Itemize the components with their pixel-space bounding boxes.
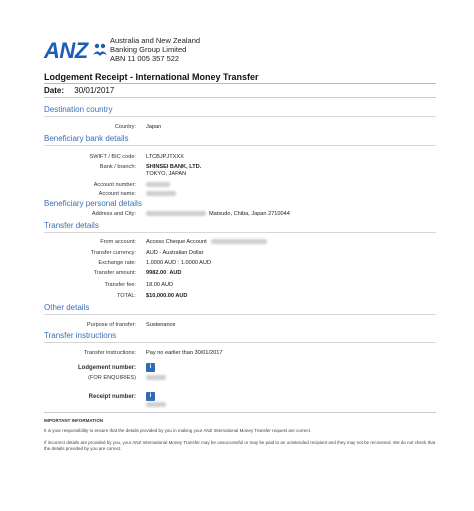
receipt-number-label: Receipt number: <box>88 394 136 400</box>
section-transfer-instructions: Transfer instructions <box>44 331 117 340</box>
branch-name: SHINSEI BANK, LTD. <box>146 164 202 170</box>
lodgement-info-button[interactable] <box>146 363 155 372</box>
currency-label: Transfer currency: <box>90 250 136 256</box>
divider <box>44 412 436 413</box>
page-title: Lodgement Receipt - International Money Transfer <box>44 72 259 82</box>
address-label: Address and City: <box>91 211 136 217</box>
total-label: TOTAL: <box>116 293 136 299</box>
transfer-amount-value <box>146 270 181 277</box>
company-line-2: Banking Group Limited <box>110 45 187 55</box>
important-info-para-1: It is your responsibility to ensure that the details provided by you in making your ANZ International Money Transfer request are correct. <box>44 428 312 433</box>
date-label: Date: <box>44 86 65 95</box>
lodgement-number-label: Lodgement number: <box>78 365 136 371</box>
swift-label: SWIFT / BIC code: <box>89 154 136 160</box>
from-account-name: Access Cheque Account <box>146 239 207 245</box>
important-info-title: IMPORTANT INFORMATION <box>44 418 104 423</box>
account-name-redacted <box>146 191 176 198</box>
anz-logo-text: ANZ <box>44 38 88 63</box>
swift-value: LTCBJPJTXXX <box>146 154 184 160</box>
address-value <box>146 211 290 218</box>
branch-label: Bank / branch: <box>99 164 136 170</box>
divider <box>44 232 436 233</box>
date-row <box>44 86 114 95</box>
date-value: 30/01/2017 <box>74 86 115 95</box>
company-line-1: Australia and New Zealand <box>110 36 201 45</box>
divider <box>44 116 436 117</box>
lodgement-number-redacted <box>146 375 166 382</box>
section-beneficiary-bank: Beneficiary bank details <box>44 134 129 143</box>
account-number-label: Account number: <box>93 182 136 188</box>
account-number-redacted <box>146 182 170 189</box>
transfer-fee-label: Transfer fee: <box>104 282 136 288</box>
divider <box>44 314 436 315</box>
anz-logo <box>44 38 110 64</box>
divider <box>44 97 436 98</box>
info-icon[interactable]: i <box>146 363 155 372</box>
account-name-label: Account name: <box>98 191 136 197</box>
address-city: Matsudo, Chiba, Japan 2710044 <box>209 211 290 217</box>
divider <box>44 342 436 343</box>
country-label: Country: <box>114 124 136 130</box>
section-transfer-details: Transfer details <box>44 221 99 230</box>
divider <box>44 145 436 146</box>
from-account-value <box>146 239 267 246</box>
transfer-amount-number: 9982.00 <box>146 270 167 276</box>
enquiries-note: (FOR ENQUIRIES) <box>88 375 136 381</box>
transfer-amount-unit: AUD <box>169 270 182 276</box>
transfer-amount-label: Transfer amount: <box>93 270 136 276</box>
receipt-info-button[interactable] <box>146 392 155 401</box>
purpose-value: Sustenance <box>146 322 176 328</box>
total-value: $10,000.00 AUD <box>146 293 188 299</box>
instructions-value: Pay no earlier than 30/01/2017 <box>146 350 223 356</box>
section-beneficiary-personal: Beneficiary personal details <box>44 199 142 208</box>
purpose-label: Purpose of transfer: <box>86 322 136 328</box>
instructions-label: Transfer instructions: <box>83 350 136 356</box>
receipt-header <box>44 36 444 70</box>
anz-people-icon <box>90 41 110 61</box>
info-icon[interactable]: i <box>146 392 155 401</box>
important-info-para-2: If incorrect details are provided by you, your ANZ International Money Transfer may be unsuccessful or may be paid to an unintended recipient and they may not be recovered. We do not check that the details provided by you are correct. <box>44 440 436 451</box>
section-other-details: Other details <box>44 303 90 312</box>
receipt-number-redacted <box>146 402 166 409</box>
exchange-rate-value: 1.0000 AUD : 1.0000 AUD <box>146 260 211 266</box>
transfer-fee-value: 18.00 AUD <box>146 282 174 288</box>
branch-city: TOKYO, JAPAN <box>146 171 187 177</box>
section-destination-country: Destination country <box>44 105 113 114</box>
company-abn: ABN 11 005 357 522 <box>110 54 180 64</box>
currency-value: AUD - Australian Dollar <box>146 250 204 256</box>
from-account-label: From account: <box>100 239 136 245</box>
country-value: Japan <box>146 124 162 130</box>
company-details <box>110 36 200 64</box>
divider <box>44 83 436 84</box>
exchange-rate-label: Exchange rate: <box>98 260 136 266</box>
